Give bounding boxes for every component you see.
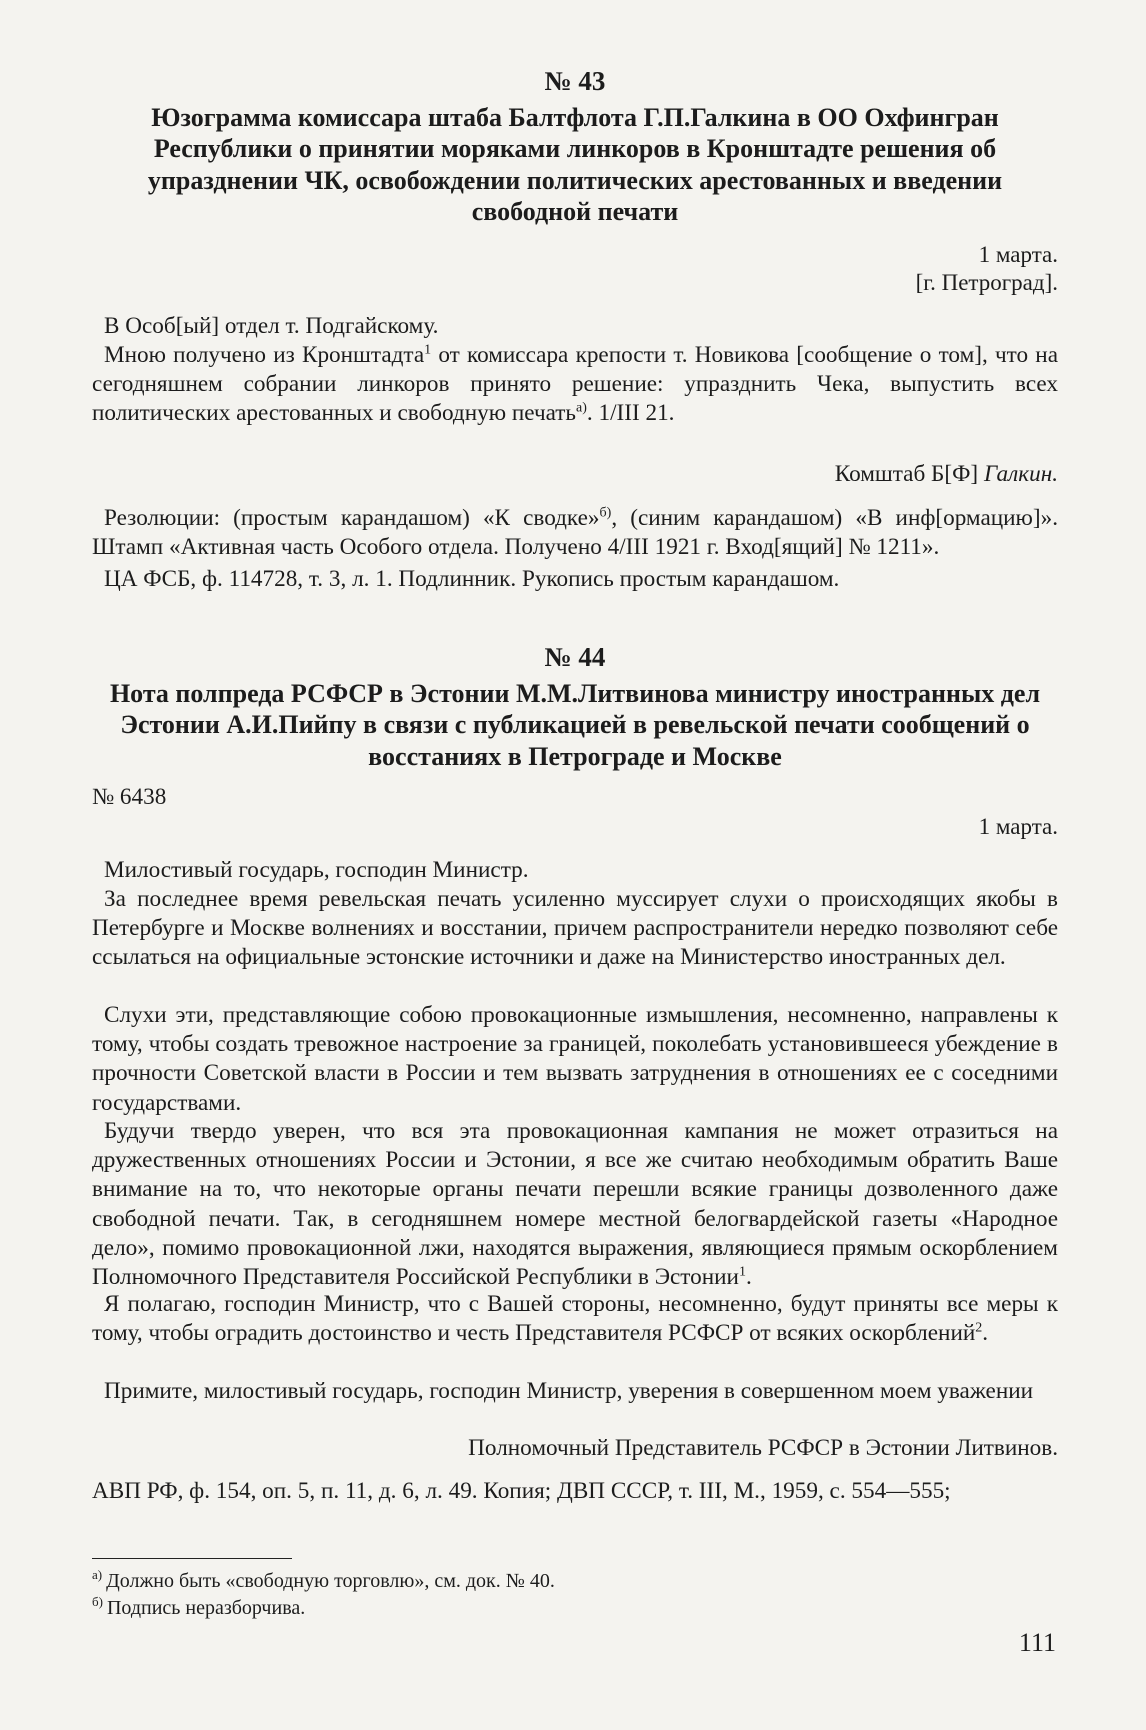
doc43-title: Юзограмма комиссара штаба Балтфлота Г.П.Галкина в ОО Охфингран Республики о принятии моряками линкоров в Кронштадте решения об упразднении ЧК, освобождении политических арестованных и введении свободной печати <box>147 102 1003 226</box>
doc44-salutation: Милостивый государь, господин Министр. <box>104 857 529 883</box>
doc44-paragraph-4 <box>92 1290 1058 1348</box>
doc43-number: № 43 <box>544 66 606 96</box>
footnote-a-text: Должно быть «свободную торговлю», см. док. № 40. <box>106 1570 555 1592</box>
doc44-signature: Полномочный Представитель РСФСР в Эстонии Литвинов. <box>468 1435 1058 1461</box>
doc44-paragraph-1: За последнее время ревельская печать усиленно муссирует слухи о происходящих якобы в Петербурге и Москве волнениях и восстании, причем распространители нередко позволяют себе ссылаться на официальные эстонские источники и даже на Министерство иностранных дел. <box>92 886 1058 971</box>
doc43-body-text-3: . 1/III 21. <box>586 400 675 427</box>
doc44-paragraph-4-text: Я полагаю, господин Министр, что с Вашей стороны, несомненно, будут приняты все меры к тому, чтобы оградить достоинство и честь Представителя РСФСР от всяких оскорблений <box>92 1291 1058 1347</box>
doc43-signature-role: Комштаб Б[Ф] <box>834 461 984 487</box>
doc44-footnote-ref-1: 1 <box>738 1264 746 1280</box>
doc44-paragraph-3-end: . <box>745 1264 752 1291</box>
doc43-heading <box>92 66 1058 228</box>
doc43-body-text-1: Мною получено из Кронштадта <box>104 342 425 368</box>
doc44-paragraph-3-text: Будучи твердо уверен, что вся эта провокационная кампания не может отразиться на дружественных отношениях России и Эстонии, я все же считаю необходимым обратить Ваше внимание на то, что некоторые органы печати перешли всякие границы дозволенного даже свободной печати. Так, в сегодняшнем номере местной белогвардейской газеты «Народное дело», помимо провокационной лжи, находятся выражения, являющиеся прямым оскорблением Полномочного Представителя Российской Республики в Эстонии <box>92 1118 1058 1291</box>
footnote-a-mark: а) <box>92 1567 103 1583</box>
footnotes <box>92 1568 1058 1622</box>
doc44-paragraph-4-end: . <box>982 1320 989 1347</box>
doc43-signature <box>92 460 1058 489</box>
doc43-place: [г. Петроград]. <box>915 270 1058 295</box>
doc43-resolutions <box>92 504 1058 562</box>
doc43-footnote-ref-a: а) <box>576 400 587 416</box>
doc43-addressee-text: В Особ[ый] отдел т. Подгайскому. <box>104 313 439 339</box>
doc43-footnote-ref-b: б) <box>599 505 612 521</box>
footnote-b <box>92 1595 1058 1622</box>
doc43-body <box>92 341 1058 429</box>
doc44-number: № 44 <box>544 642 606 672</box>
doc43-addressee <box>92 312 1058 341</box>
doc44-footnote-ref-2: 2 <box>975 1320 983 1336</box>
doc44-title: Нота полпреда РСФСР в Эстонии М.М.Литвинова министру иностранных дел Эстонии А.И.Пийпу в связи с публикацией в ревельской печати сообщений о восстаниях в Петрограде и Москве <box>109 678 1041 771</box>
doc44-paragraph-3 <box>92 1117 1058 1292</box>
doc43-source: ЦА ФСБ, ф. 114728, т. 3, л. 1. Подлинник. Рукопись простым карандашом. <box>104 566 840 592</box>
doc43-footnote-ref-1: 1 <box>424 342 432 358</box>
footnote-divider <box>92 1558 292 1559</box>
doc44-paragraph-2: Слухи эти, представляющие собою провокационные измышления, несомненно, направлены к тому, чтобы создать тревожное настроение за границей, поколебать установившееся убеждение в прочности Советской власти в России и тем вызвать затруднения в отношениях ее с соседними государствами. <box>92 1002 1058 1116</box>
page-number: 111 <box>1018 1628 1056 1657</box>
doc44-source: АВП РФ, ф. 154, оп. 5, п. 11, д. 6, л. 49. Копия; ДВП СССР, т. III, М., 1959, с. 554—555; <box>92 1478 951 1504</box>
doc43-resolutions-text-2: , (синим карандашом) «В инф[ормацию]». Штамп «Активная часть Особого отдела. Получено 4/III 1921 г. Вход[ящий] № 1211». <box>92 505 1058 561</box>
doc43-date: 1 марта. <box>978 242 1058 267</box>
doc44-date: 1 марта. <box>978 814 1058 839</box>
doc43-resolutions-text-1: Резолюции: (простым карандашом) «К сводке» <box>104 505 600 531</box>
footnote-a <box>92 1568 1058 1595</box>
doc43-body-text-2: от комиссара крепости т. Новикова [сообщение о том], что на сегодняшнем собрании линкоров принято решение: упразднить Чека, выпустить всех политических арестованных и свободную печать <box>92 342 1058 427</box>
doc44-reg-number: № 6438 <box>92 784 167 810</box>
doc44-heading <box>92 642 1058 772</box>
footnote-b-mark: б) <box>92 1594 103 1610</box>
footnote-b-text: Подпись неразборчива. <box>106 1597 306 1619</box>
doc44-paragraph-5: Примите, милостивый государь, господин Министр, уверения в совершенном моем уважении <box>104 1378 1034 1404</box>
doc43-signature-name: Галкин. <box>983 461 1058 487</box>
